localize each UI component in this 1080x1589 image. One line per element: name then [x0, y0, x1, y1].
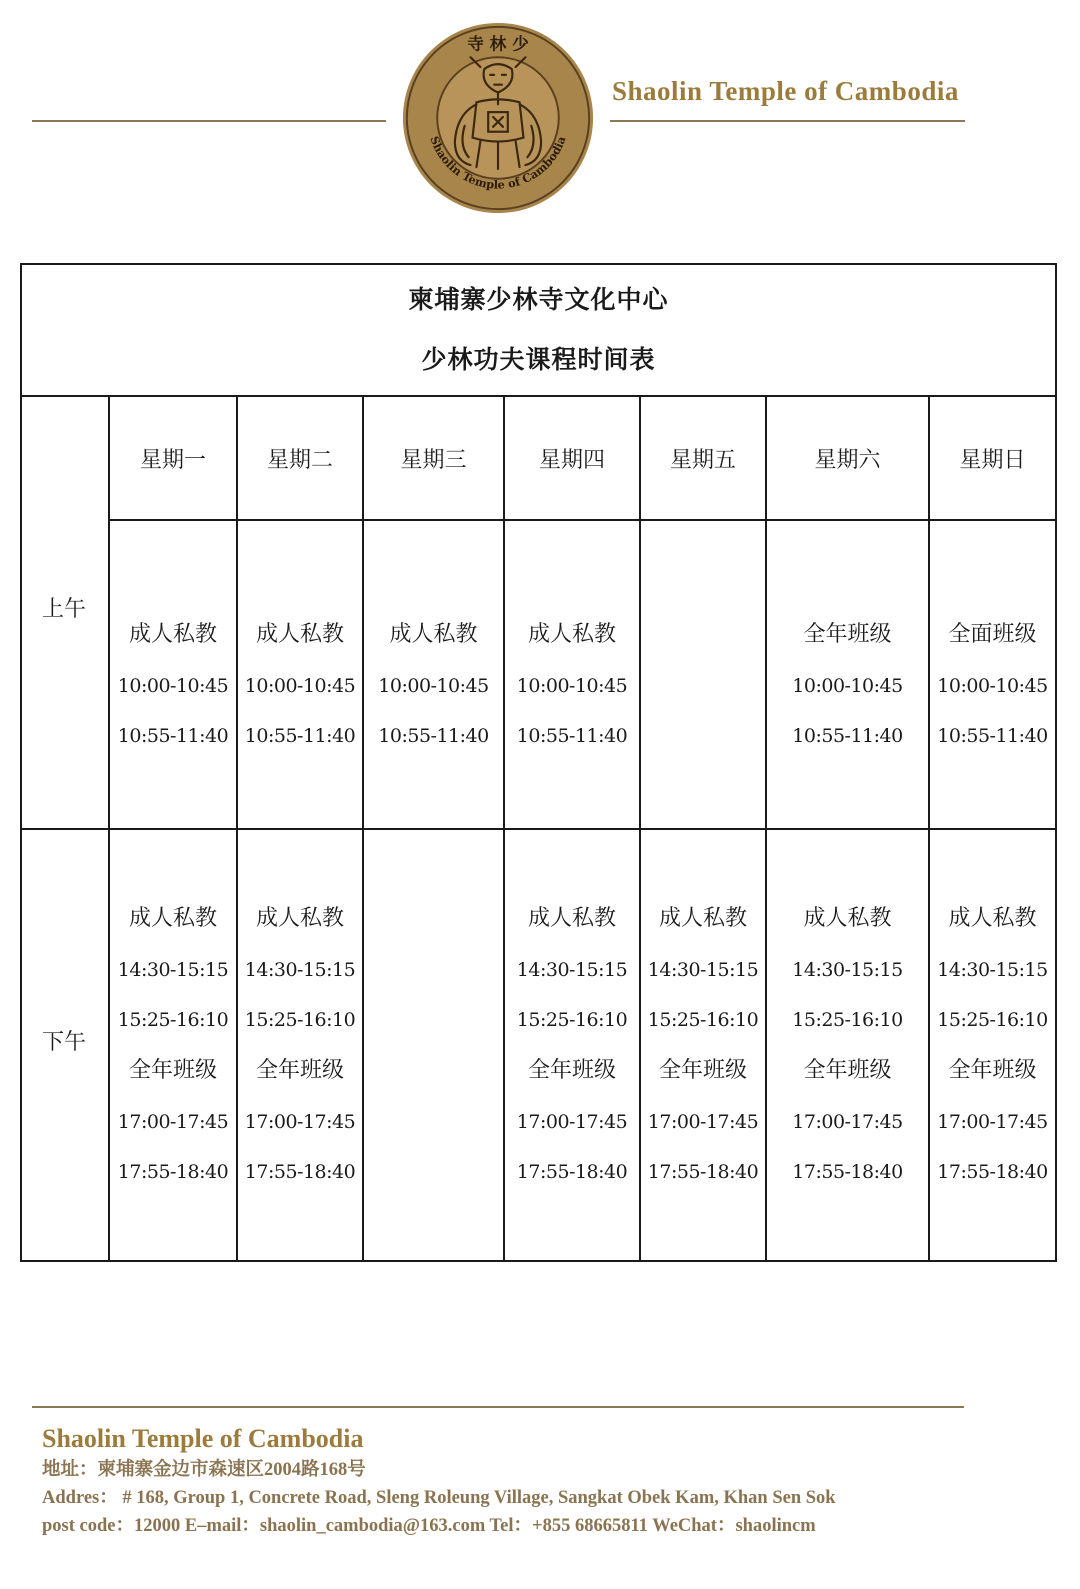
class-type-label: 成人私教 — [527, 906, 616, 931]
footer-address-cn: 地址：柬埔寨金边市森速区2004路168号 — [42, 1460, 366, 1480]
time-slot: 17:00-17:45 — [792, 1111, 903, 1133]
day-header: 星期日 — [929, 396, 1056, 520]
time-slot: 15:25-16:10 — [117, 1009, 229, 1031]
class-type-label: 成人私教 — [803, 906, 892, 931]
footer-rule — [32, 1406, 964, 1408]
schedule-cell — [504, 520, 640, 829]
time-slot: 17:55-18:40 — [244, 1161, 356, 1183]
time-slot: 17:55-18:40 — [792, 1161, 903, 1183]
header-rule-left — [32, 120, 386, 122]
schedule-cell — [363, 520, 504, 829]
time-slot: 10:00-10:45 — [378, 674, 489, 697]
class-type-label: 成人私教 — [527, 621, 616, 647]
class-type-label: 成人私教 — [255, 906, 344, 931]
class-type-label: 全年班级 — [803, 621, 892, 647]
class-type-label: 全面班级 — [948, 621, 1037, 647]
time-slot: 15:25-16:10 — [647, 1009, 759, 1031]
class-type-label: 成人私教 — [128, 906, 217, 931]
schedule-cell — [363, 829, 504, 1261]
time-slot: 17:55-18:40 — [647, 1161, 759, 1183]
class-type-label: 全年班级 — [803, 1058, 892, 1083]
footer — [42, 1422, 836, 1540]
day-header: 星期三 — [363, 396, 504, 520]
time-slot: 15:25-16:10 — [244, 1009, 356, 1031]
title-row — [21, 264, 1056, 396]
footer-contact-line: post code：12000 E–mail：shaolin_cambodia@163.com Tel：+855 68665811 WeChat：shaolincm — [42, 1516, 816, 1536]
time-slot: 10:00-10:45 — [937, 674, 1048, 697]
class-type-label: 全年班级 — [527, 1058, 616, 1083]
schedule-cell — [237, 520, 363, 829]
time-slot: 15:25-16:10 — [937, 1009, 1048, 1031]
schedule-cell — [929, 829, 1056, 1261]
class-type-label: 全年班级 — [255, 1058, 344, 1083]
title-cell — [21, 264, 1056, 396]
time-slot: 14:30-15:15 — [937, 959, 1048, 981]
schedule-cell — [766, 520, 929, 829]
time-slot: 17:00-17:45 — [117, 1111, 229, 1133]
period-header-cell — [21, 396, 109, 520]
schedule-cell — [640, 520, 766, 829]
time-slot: 14:30-15:15 — [647, 959, 759, 981]
time-slot: 17:00-17:45 — [647, 1111, 759, 1133]
header-brand-title: Shaolin Temple of Cambodia — [612, 76, 959, 106]
day-header: 星期六 — [766, 396, 929, 520]
time-slot: 10:55-11:40 — [117, 724, 229, 747]
class-type-label: 成人私教 — [948, 906, 1037, 931]
time-slot: 15:25-16:10 — [516, 1009, 628, 1031]
morning-row — [21, 520, 1056, 829]
class-type-label: 全年班级 — [128, 1058, 217, 1083]
time-slot: 17:00-17:45 — [937, 1111, 1048, 1133]
class-type-label: 成人私教 — [658, 906, 747, 931]
time-slot: 10:00-10:45 — [792, 674, 903, 697]
time-slot: 14:30-15:15 — [792, 959, 903, 981]
time-slot: 10:55-11:40 — [378, 724, 489, 747]
schedule-subtitle: 少林功夫课程时间表 — [421, 345, 656, 374]
time-slot: 10:00-10:45 — [117, 674, 229, 697]
schedule-title: 柬埔寨少林寺文化中心 — [408, 285, 669, 314]
header-rule-right — [610, 120, 965, 122]
footer-brand-title: Shaolin Temple of Cambodia — [42, 1424, 364, 1453]
time-slot: 10:00-10:45 — [244, 674, 356, 697]
schedule-cell — [929, 520, 1056, 829]
period-label-afternoon: 下午 — [21, 829, 109, 1261]
schedule-cell — [640, 829, 766, 1261]
time-slot: 17:55-18:40 — [117, 1161, 229, 1183]
schedule-cell — [237, 829, 363, 1261]
schedule-cell — [766, 829, 929, 1261]
class-type-label: 全年班级 — [948, 1058, 1037, 1083]
time-slot: 17:55-18:40 — [937, 1161, 1048, 1183]
time-slot: 17:00-17:45 — [516, 1111, 628, 1133]
day-header: 星期二 — [237, 396, 363, 520]
class-type-label: 成人私教 — [389, 621, 478, 647]
class-type-label: 成人私教 — [255, 621, 344, 647]
day-header: 星期一 — [109, 396, 237, 520]
time-slot: 14:30-15:15 — [244, 959, 356, 981]
time-slot: 10:55-11:40 — [244, 724, 356, 747]
days-row — [21, 396, 1056, 520]
schedule-cell — [109, 520, 237, 829]
time-slot: 10:55-11:40 — [516, 724, 628, 747]
schedule-table — [20, 263, 1057, 1262]
time-slot: 14:30-15:15 — [516, 959, 628, 981]
day-header: 星期四 — [504, 396, 640, 520]
shaolin-logo-emblem — [400, 20, 596, 216]
time-slot: 14:30-15:15 — [117, 959, 229, 981]
time-slot: 10:00-10:45 — [516, 674, 628, 697]
time-slot: 10:55-11:40 — [792, 724, 903, 747]
logo-ring-text: Shaolin Temple of Cambodia — [427, 134, 569, 192]
footer-address-en: Addres： # 168, Group 1, Concrete Road, Sleng Roleung Village, Sangkat Obek Kam, Khan Sen Sok — [42, 1488, 836, 1508]
logo-top-text: 寺 林 少 — [467, 33, 529, 54]
period-label-morning: 上午 — [21, 520, 109, 829]
day-header: 星期五 — [640, 396, 766, 520]
class-type-label: 成人私教 — [128, 621, 217, 647]
time-slot: 10:55-11:40 — [937, 724, 1048, 747]
time-slot: 17:55-18:40 — [516, 1161, 628, 1183]
schedule-cell — [109, 829, 237, 1261]
afternoon-row — [21, 829, 1056, 1261]
time-slot: 17:00-17:45 — [244, 1111, 356, 1133]
time-slot: 15:25-16:10 — [792, 1009, 903, 1031]
schedule-cell — [504, 829, 640, 1261]
class-type-label: 全年班级 — [658, 1058, 747, 1083]
